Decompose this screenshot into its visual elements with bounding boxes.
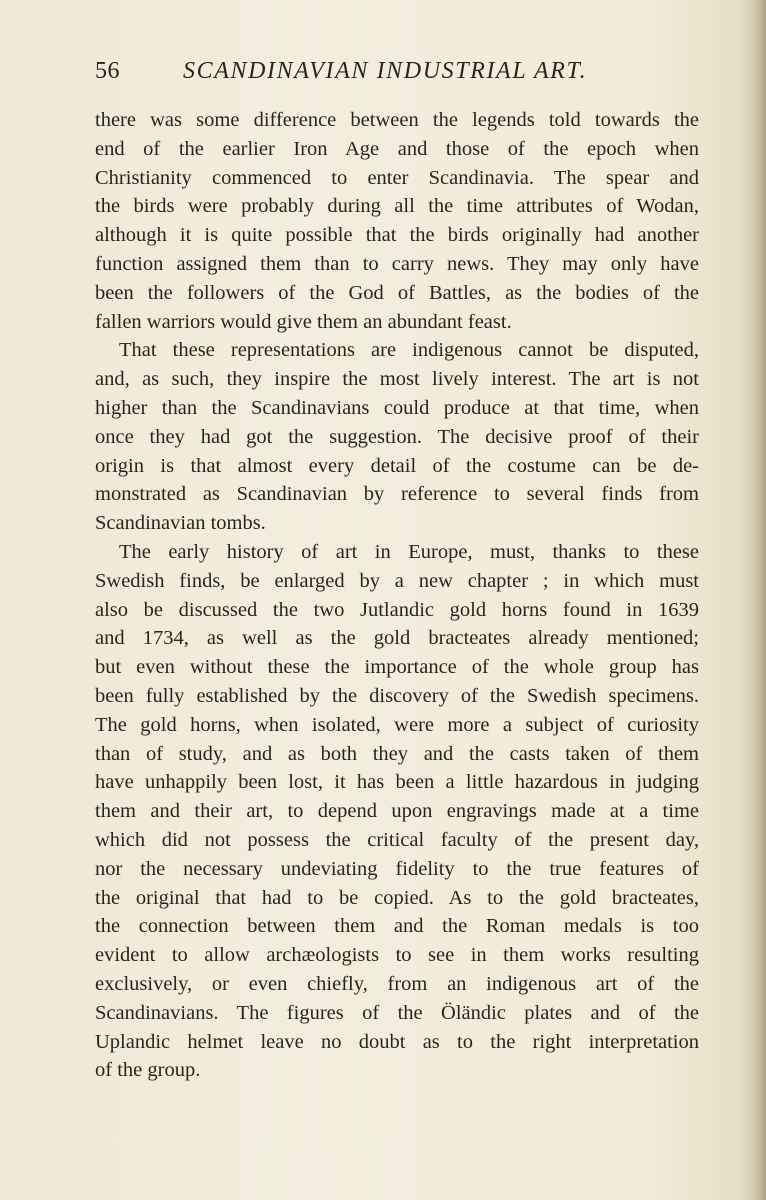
text-line: than of study, and as both they and the casts taken of them	[95, 742, 699, 765]
text-line: Scandinavians. The figures of the Öländic plates and of the	[95, 1001, 699, 1024]
text-line: of the group.	[95, 1059, 201, 1082]
text-line: them and their art, to depend upon engravings made at a time	[95, 800, 699, 823]
text-line: also be discussed the two Jutlandic gold horns found in 1639	[95, 598, 699, 621]
text-line: exclusively, or even chiefly, from an indigenous art of the	[95, 972, 699, 995]
text-line: Uplandic helmet leave no doubt as to the right interpretation	[95, 1030, 699, 1053]
paragraph	[95, 538, 699, 1085]
text-line: The early history of art in Europe, must, thanks to these	[119, 540, 699, 563]
text-line: once they had got the suggestion. The decisive proof of their	[95, 425, 699, 448]
text-line: higher than the Scandinavians could produce at that time, when	[95, 396, 699, 419]
text-line: Swedish finds, be enlarged by a new chapter ; in which must	[95, 569, 699, 592]
text-line: but even without these the importance of the whole group has	[95, 656, 699, 679]
paragraph	[95, 106, 699, 336]
page-number: 56	[95, 58, 120, 84]
text-line: monstrated as Scandinavian by reference to several finds from	[95, 483, 699, 506]
body-text	[95, 106, 699, 1085]
text-line: the connection between them and the Roman medals is too	[95, 915, 699, 938]
text-line: although it is quite possible that the birds originally had another	[95, 224, 699, 247]
text-line: function assigned them than to carry news. They may only have	[95, 252, 699, 275]
text-line: That these representations are indigenous cannot be disputed,	[119, 339, 699, 362]
text-line: and, as such, they inspire the most lively interest. The art is not	[95, 368, 699, 391]
text-line: nor the necessary undeviating fidelity to the true features of	[95, 857, 699, 880]
text-line: end of the earlier Iron Age and those of the epoch when	[95, 137, 699, 160]
text-line: have unhappily been lost, it has been a little hazardous in judging	[95, 771, 699, 794]
text-line: which did not possess the critical faculty of the present day,	[95, 828, 699, 851]
running-title: SCANDINAVIAN INDUSTRIAL ART.	[183, 58, 588, 84]
text-line: been the followers of the God of Battles, as the bodies of the	[95, 281, 699, 304]
text-line: Scandinavian tombs.	[95, 512, 266, 535]
text-line: The gold horns, when isolated, were more a subject of curiosity	[95, 713, 699, 736]
text-line: Christianity commenced to enter Scandinavia. The spear and	[95, 166, 699, 189]
paragraph	[95, 336, 699, 538]
text-line: evident to allow archæologists to see in them works resulting	[95, 944, 699, 967]
text-line: the birds were probably during all the time attributes of Wodan,	[95, 195, 699, 218]
text-line: origin is that almost every detail of the costume can be de-	[95, 454, 699, 477]
page-edge-shadow	[740, 0, 766, 1200]
text-line: there was some difference between the legends told towards the	[95, 109, 699, 131]
text-line: the original that had to be copied. As to the gold bracteates,	[95, 886, 699, 909]
page-header	[95, 56, 635, 90]
text-line: been fully established by the discovery of the Swedish specimens.	[95, 684, 699, 707]
text-line: and 1734, as well as the gold bracteates already mentioned;	[95, 627, 699, 650]
text-line: fallen warriors would give them an abundant feast.	[95, 310, 512, 333]
